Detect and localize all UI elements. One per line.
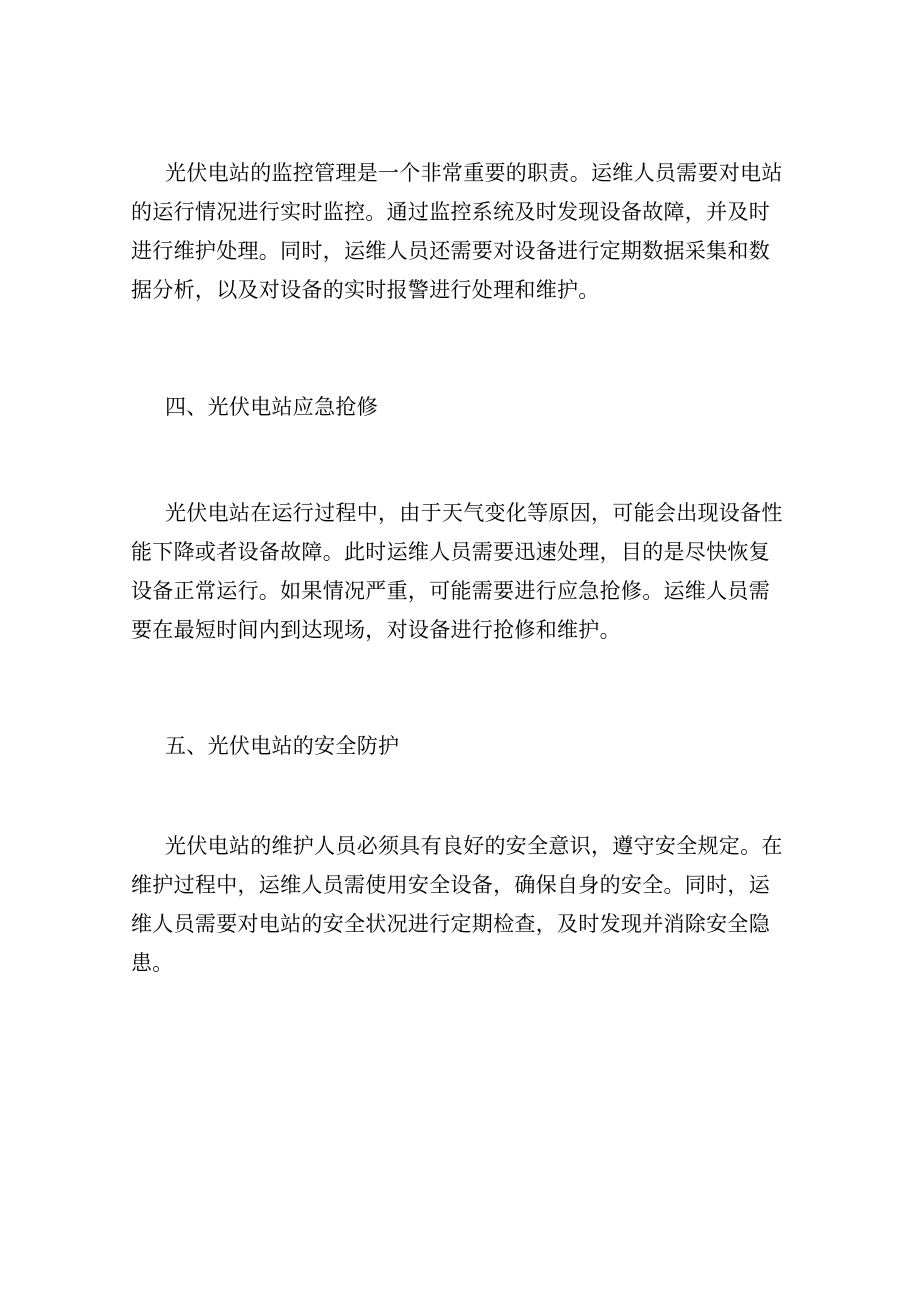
- paragraph-safety: 光伏电站的维护人员必须具有良好的安全意识，遵守安全规定。在维护过程中，运维人员需使用安全设备，确保自身的安全。同时，运维人员需要对电站的安全状况进行定期检查，及时发现并消除安全隐患。: [131, 834, 783, 975]
- paragraph-monitoring: 光伏电站的监控管理是一个非常重要的职责。运维人员需要对电站的运行情况进行实时监控。通过监控系统及时发现设备故障，并及时进行维护处理。同时，运维人员还需要对设备进行定期数据采集和数据分析，以及对设备的实时报警进行处理和维护。: [131, 161, 783, 302]
- section-5-heading: 五、光伏电站的安全防护: [165, 734, 400, 758]
- section-4-heading: 四、光伏电站应急抢修: [165, 395, 378, 419]
- document-page: [131, 0, 791, 1301]
- paragraph-emergency: 光伏电站在运行过程中，由于天气变化等原因，可能会出现设备性能下降或者设备故障。此时运维人员需要迅速处理，目的是尽快恢复设备正常运行。如果情况严重，可能需要进行应急抢修。运维人员需要在最短时间内到达现场，对设备进行抢修和维护。: [131, 501, 783, 642]
